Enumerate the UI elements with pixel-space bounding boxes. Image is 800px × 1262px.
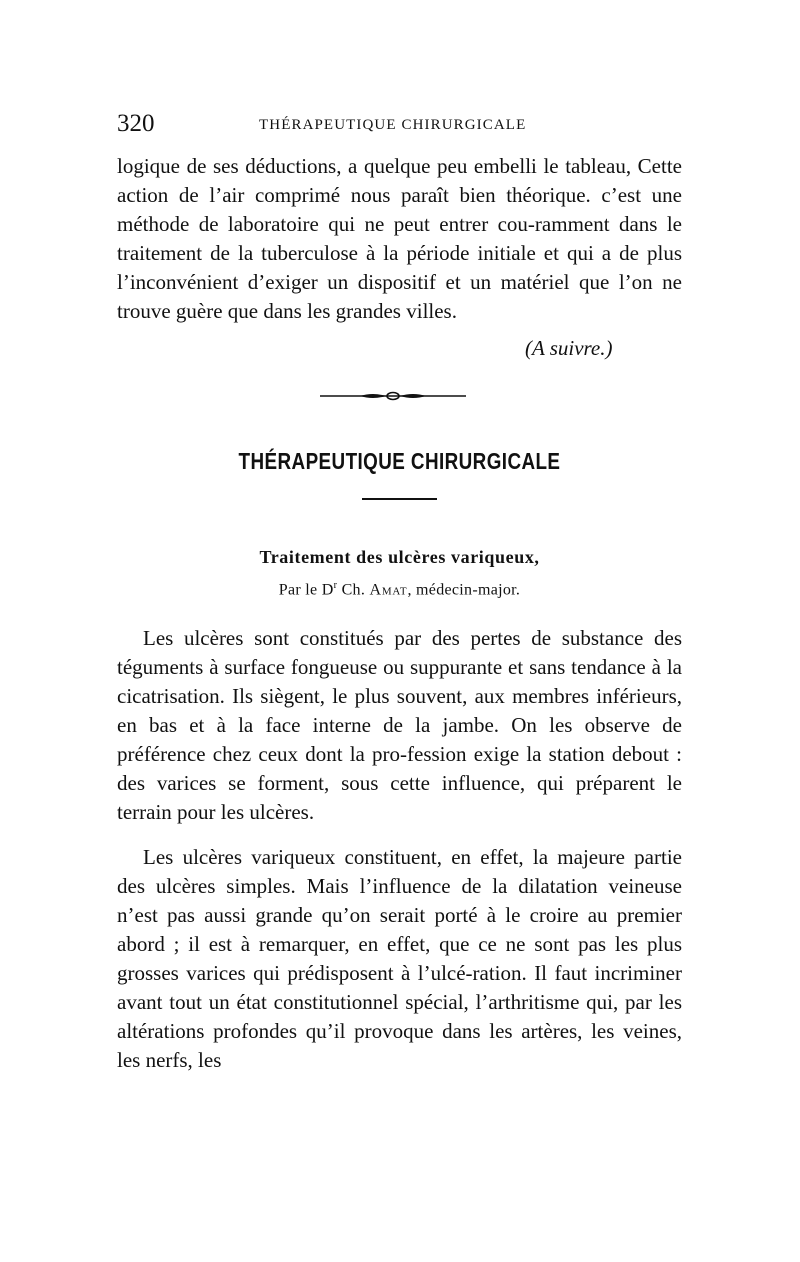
byline-surname: Amat bbox=[369, 581, 408, 599]
article-paragraph: Les ulcères variqueux constituent, en effet, la majeure partie des ulcères simples. Mais l’influence de la dilatation veineuse n’est pas aussi grande qu’on serait porté à le croire au premier abord ; il est à remarquer, en effet, que ce ne sont pas les plus grosses varices qui prédisposent à l’ulcé-ration. Il faut incriminer avant tout un état constitutionnel spécial, l’arthritisme qui, par les altérations profondes qu’il provoque dans les artères, les veines, les nerfs, les bbox=[117, 845, 682, 1072]
article-title: Traitement des ulcères variqueux, bbox=[259, 547, 540, 567]
byline-suffix: , médecin-major. bbox=[407, 581, 521, 599]
section-rule bbox=[362, 498, 437, 500]
byline-prefix: Par le D bbox=[278, 581, 334, 599]
to-be-continued-note: (A suivre.) bbox=[525, 336, 613, 360]
section-title: THÉRAPEUTIQUE CHIRURGICALE bbox=[238, 448, 561, 474]
continuation-paragraph: logique de ses déductions, a quelque peu embelli le tableau, Cette action de l’air comprimé nous paraît bien théorique. c’est une méthode de laboratoire qui ne peut entrer cou-ramment dans le traitement de la tuberculose à la période initiale et qui a de plus l’inconvénient d’exiger un dispositif et un matériel que l’on ne trouve guère que dans les grandes villes. bbox=[117, 154, 682, 323]
running-title: THÉRAPEUTIQUE CHIRURGICALE bbox=[259, 117, 527, 133]
page-number: 320 bbox=[117, 110, 155, 137]
running-head bbox=[117, 110, 682, 140]
byline-first-name: Ch. bbox=[341, 581, 366, 599]
ornamental-divider bbox=[318, 386, 468, 406]
article-paragraph: Les ulcères sont constitués par des pertes de substance des téguments à surface fongueuse ou suppurante et sans tendance à la cicatrisation. Ils siègent, le plus souvent, aux membres inférieurs, en bas et à la face interne de la jambe. On les observe de préférence chez ceux dont la pro-fession exige la station debout : des varices se forment, sous cette influence, qui préparent le terrain pour les ulcères. bbox=[117, 626, 682, 824]
article-byline bbox=[117, 580, 682, 599]
byline-superscript: r bbox=[333, 580, 338, 591]
